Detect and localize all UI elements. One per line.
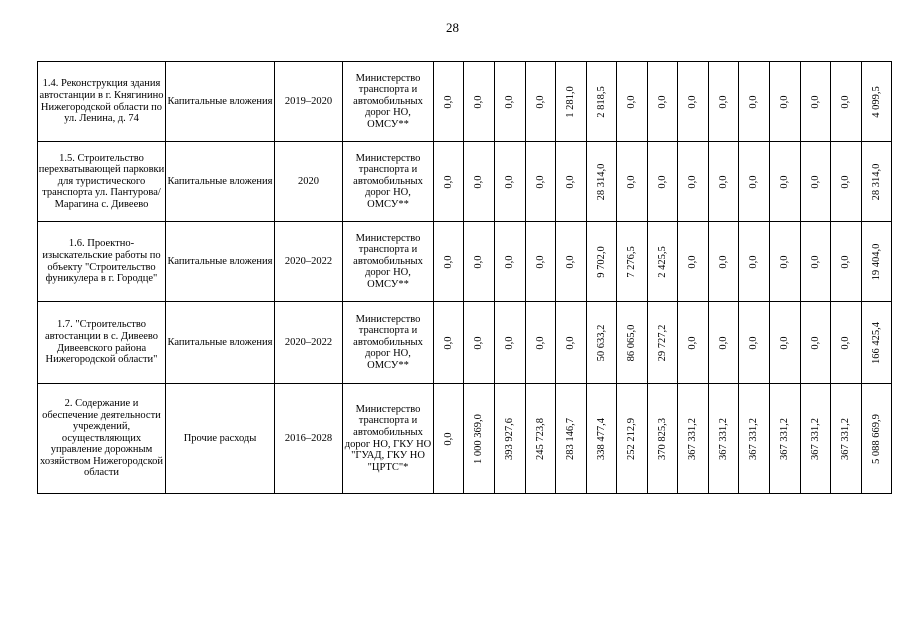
value-cell — [648, 62, 678, 142]
expense-type-cell: Капитальные вложения — [166, 302, 275, 384]
value-cell — [831, 142, 862, 222]
value-cell — [678, 222, 709, 302]
value-text: 2 425,5 — [656, 245, 668, 278]
value-cell — [434, 302, 464, 384]
value-text: 28 314,0 — [870, 163, 882, 200]
expense-type-cell: Капитальные вложения — [166, 222, 275, 302]
value-cell — [862, 222, 892, 302]
value-text: 367 331,2 — [809, 417, 821, 460]
value-text: 283 146,7 — [565, 417, 577, 460]
value-text: 0,0 — [626, 174, 638, 189]
executor-cell: Министерство транспорта и автомобильных дорог НО, ОМСУ** — [343, 62, 434, 142]
value-text: 0,0 — [717, 335, 729, 350]
value-cell — [526, 384, 556, 494]
value-text: 0,0 — [442, 335, 454, 350]
value-text: 7 276,5 — [626, 245, 638, 278]
table-row — [38, 142, 892, 222]
value-text: 1 000 369,0 — [473, 413, 485, 464]
value-cell — [648, 142, 678, 222]
value-cell — [739, 222, 770, 302]
value-text: 0,0 — [809, 94, 821, 109]
period-cell: 2020–2022 — [275, 222, 343, 302]
table-row — [38, 222, 892, 302]
executor-cell: Министерство транспорта и автомобильных дорог НО, ОМСУ** — [343, 302, 434, 384]
value-text: 86 065,0 — [626, 324, 638, 361]
value-text: 0,0 — [748, 254, 760, 269]
value-cell — [495, 62, 526, 142]
value-text: 0,0 — [748, 335, 760, 350]
value-cell — [770, 384, 801, 494]
value-cell — [678, 302, 709, 384]
value-text: 0,0 — [779, 335, 791, 350]
value-cell — [556, 62, 587, 142]
value-cell — [556, 384, 587, 494]
value-cell — [801, 62, 831, 142]
period-cell: 2020 — [275, 142, 343, 222]
value-cell — [495, 384, 526, 494]
value-text: 0,0 — [565, 174, 577, 189]
period-cell: 2016–2028 — [275, 384, 343, 494]
measure-cell: 1.4. Реконструкция здания автостанции в г. Княгинино Нижегородской области по ул. Ленина, д. 74 — [38, 62, 166, 142]
value-text: 0,0 — [534, 174, 546, 189]
value-text: 0,0 — [626, 94, 638, 109]
value-text: 0,0 — [442, 431, 454, 446]
value-cell — [831, 62, 862, 142]
value-cell — [587, 222, 617, 302]
executor-cell: Министерство транспорта и автомобильных дорог НО, ГКУ НО "ГУАД, ГКУ НО "ЦРТС"* — [343, 384, 434, 494]
value-text: 0,0 — [656, 174, 668, 189]
value-text: 0,0 — [840, 174, 852, 189]
value-cell — [862, 142, 892, 222]
value-cell — [709, 302, 739, 384]
value-text: 0,0 — [717, 254, 729, 269]
value-text: 5 088 669,9 — [870, 413, 882, 464]
value-text: 393 927,6 — [504, 417, 516, 460]
value-cell — [678, 384, 709, 494]
page-number: 28 — [446, 20, 459, 35]
value-cell — [464, 62, 495, 142]
value-cell — [709, 62, 739, 142]
value-cell — [862, 302, 892, 384]
value-text: 0,0 — [534, 335, 546, 350]
value-cell — [739, 142, 770, 222]
value-cell — [526, 142, 556, 222]
value-cell — [770, 222, 801, 302]
table-row — [38, 384, 892, 494]
value-text: 0,0 — [809, 335, 821, 350]
value-cell — [617, 302, 648, 384]
value-cell — [526, 62, 556, 142]
value-cell — [770, 302, 801, 384]
measure-cell: 1.5. Строительство перехватывающей парковки для туристического транспорта ул. Пантурова/Марагина с. Дивеево — [38, 142, 166, 222]
value-text: 252 212,9 — [626, 417, 638, 460]
value-cell — [648, 302, 678, 384]
value-text: 9 702,0 — [595, 245, 607, 278]
value-cell — [801, 142, 831, 222]
value-text: 245 723,8 — [534, 417, 546, 460]
value-text: 0,0 — [717, 174, 729, 189]
value-cell — [587, 384, 617, 494]
executor-cell: Министерство транспорта и автомобильных дорог НО, ОМСУ** — [343, 222, 434, 302]
value-cell — [739, 62, 770, 142]
value-cell — [617, 384, 648, 494]
value-cell — [587, 62, 617, 142]
value-cell — [464, 384, 495, 494]
value-text: 0,0 — [840, 94, 852, 109]
value-cell — [709, 384, 739, 494]
value-text: 0,0 — [534, 94, 546, 109]
value-cell — [648, 384, 678, 494]
value-cell — [434, 62, 464, 142]
value-cell — [801, 222, 831, 302]
value-cell — [495, 302, 526, 384]
value-text: 0,0 — [840, 335, 852, 350]
value-cell — [831, 384, 862, 494]
value-cell — [556, 302, 587, 384]
value-cell — [434, 222, 464, 302]
value-cell — [464, 142, 495, 222]
value-text: 29 727,2 — [656, 324, 668, 361]
value-cell — [831, 302, 862, 384]
value-text: 367 331,2 — [717, 417, 729, 460]
value-text: 19 404,0 — [870, 243, 882, 280]
measure-cell: 1.7. "Строительство автостанции в с. Дивеево Дивеевского района Нижегородской области" — [38, 302, 166, 384]
value-cell — [434, 384, 464, 494]
value-text: 0,0 — [473, 335, 485, 350]
value-text: 0,0 — [504, 254, 516, 269]
period-cell: 2020–2022 — [275, 302, 343, 384]
value-text: 0,0 — [473, 254, 485, 269]
value-cell — [739, 302, 770, 384]
value-text: 0,0 — [779, 94, 791, 109]
value-text: 0,0 — [748, 174, 760, 189]
value-cell — [709, 222, 739, 302]
value-text: 0,0 — [656, 94, 668, 109]
value-cell — [464, 222, 495, 302]
budget-table — [37, 61, 892, 494]
value-cell — [587, 142, 617, 222]
value-text: 0,0 — [473, 174, 485, 189]
value-text: 50 633,2 — [595, 324, 607, 361]
value-cell — [862, 62, 892, 142]
value-cell — [770, 62, 801, 142]
executor-cell: Министерство транспорта и автомобильных дорог НО, ОМСУ** — [343, 142, 434, 222]
value-text: 0,0 — [687, 335, 699, 350]
value-text: 0,0 — [809, 254, 821, 269]
value-cell — [648, 222, 678, 302]
value-text: 2 818,5 — [595, 85, 607, 118]
value-text: 0,0 — [534, 254, 546, 269]
expense-type-cell: Прочие расходы — [166, 384, 275, 494]
value-cell — [434, 142, 464, 222]
value-text: 4 099,5 — [870, 85, 882, 118]
value-cell — [801, 384, 831, 494]
value-cell — [831, 222, 862, 302]
value-text: 0,0 — [809, 174, 821, 189]
value-text: 0,0 — [442, 254, 454, 269]
value-cell — [526, 222, 556, 302]
value-text: 0,0 — [504, 174, 516, 189]
value-cell — [495, 142, 526, 222]
period-cell: 2019–2020 — [275, 62, 343, 142]
value-cell — [770, 142, 801, 222]
value-text: 0,0 — [565, 335, 577, 350]
expense-type-cell: Капитальные вложения — [166, 142, 275, 222]
value-cell — [617, 62, 648, 142]
value-text: 0,0 — [717, 94, 729, 109]
value-text: 0,0 — [779, 254, 791, 269]
value-cell — [678, 142, 709, 222]
value-text: 1 281,0 — [565, 85, 577, 118]
table-row — [38, 302, 892, 384]
value-cell — [709, 142, 739, 222]
value-text: 0,0 — [565, 254, 577, 269]
value-cell — [464, 302, 495, 384]
table-row — [38, 62, 892, 142]
expense-type-cell: Капитальные вложения — [166, 62, 275, 142]
value-text: 28 314,0 — [595, 163, 607, 200]
value-cell — [556, 142, 587, 222]
value-cell — [587, 302, 617, 384]
value-text: 0,0 — [687, 94, 699, 109]
value-cell — [556, 222, 587, 302]
measure-cell: 2. Содержание и обеспечение деятельности учреждений, осуществляющих управление дорожным хозяйством Нижегородской области — [38, 384, 166, 494]
value-text: 367 331,2 — [687, 417, 699, 460]
value-text: 166 425,4 — [870, 321, 882, 364]
value-text: 367 331,2 — [748, 417, 760, 460]
value-text: 0,0 — [473, 94, 485, 109]
value-text: 0,0 — [687, 254, 699, 269]
value-cell — [617, 222, 648, 302]
value-text: 0,0 — [687, 174, 699, 189]
value-text: 338 477,4 — [595, 417, 607, 460]
value-cell — [862, 384, 892, 494]
value-cell — [801, 302, 831, 384]
value-cell — [678, 62, 709, 142]
value-text: 0,0 — [442, 174, 454, 189]
value-cell — [739, 384, 770, 494]
value-cell — [617, 142, 648, 222]
value-text: 0,0 — [748, 94, 760, 109]
value-text: 367 331,2 — [779, 417, 791, 460]
value-cell — [495, 222, 526, 302]
value-text: 370 825,3 — [656, 417, 668, 460]
value-text: 367 331,2 — [840, 417, 852, 460]
value-text: 0,0 — [840, 254, 852, 269]
value-text: 0,0 — [442, 94, 454, 109]
value-text: 0,0 — [779, 174, 791, 189]
measure-cell: 1.6. Проектно-изыскательские работы по объекту "Строительство фуникулера в г. Городце" — [38, 222, 166, 302]
value-text: 0,0 — [504, 335, 516, 350]
value-text: 0,0 — [504, 94, 516, 109]
value-cell — [526, 302, 556, 384]
